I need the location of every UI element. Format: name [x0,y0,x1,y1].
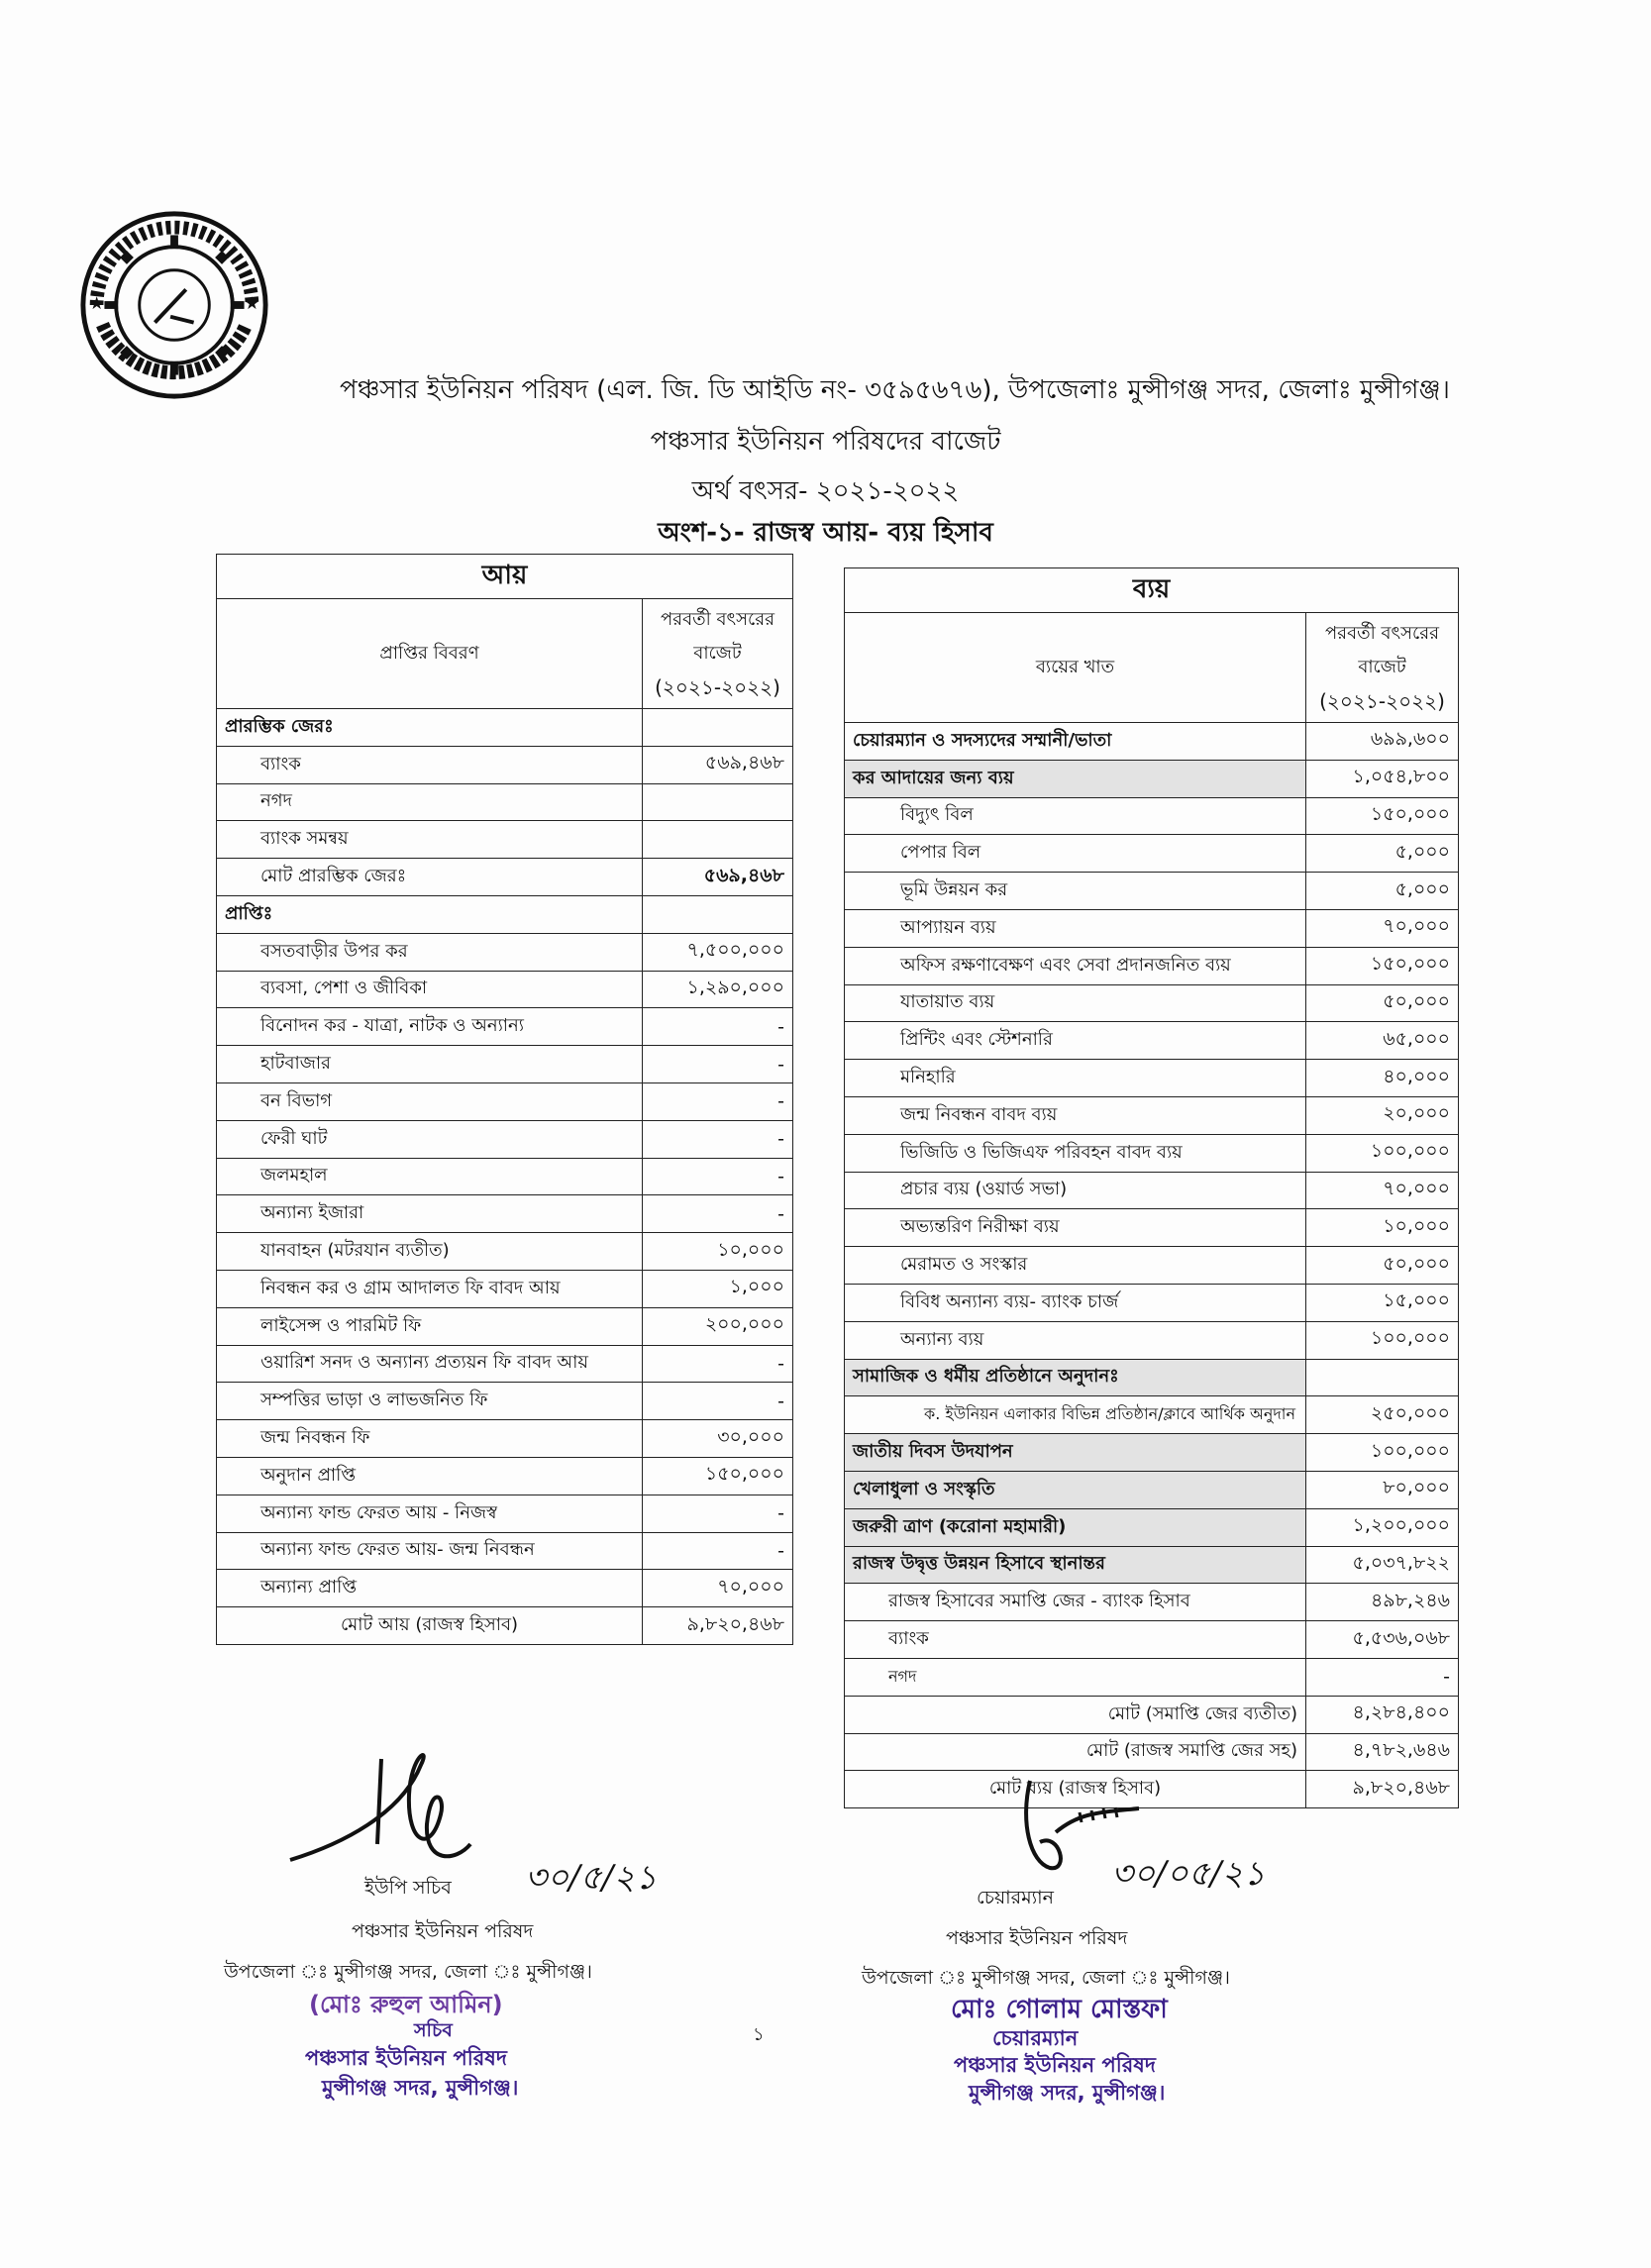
document-title: পঞ্চসার ইউনিয়ন পরিষদের বাজেট [650,427,1001,457]
expense-item-amount: ৫,০৩৭,৮২২ [1306,1546,1459,1584]
svg-text:★: ★ [88,293,105,314]
expense-item-amount: ১৫০,০০০ [1306,797,1459,835]
income-row [217,1270,793,1307]
expense-item-amount: - [1306,1658,1459,1696]
income-row [217,783,793,821]
income-item-label: নিবন্ধন কর ও গ্রাম আদালত ফি বাবদ আয় [217,1270,643,1307]
income-item-label: মোট প্রারম্ভিক জেরঃ [217,859,643,896]
expense-item-label: মোট (সমাপ্তি জের ব্যতীত) [845,1696,1306,1733]
income-item-amount [643,783,793,821]
expense-row [845,909,1459,947]
expense-item-amount: ১৫,০০০ [1306,1284,1459,1321]
expense-item-amount: ৮০,০০০ [1306,1471,1459,1508]
income-item-label: অনুদান প্রাপ্তি [217,1457,643,1495]
income-row [217,895,793,933]
secretary-address: উপজেলা ঃ মুন্সীগঞ্জ সদর, জেলা ঃ মুন্সীগঞ্জ। [224,1961,592,1983]
expense-item-amount: ১,২০০,০০০ [1306,1508,1459,1546]
expense-row [845,1508,1459,1546]
expense-row [845,1434,1459,1472]
income-item-amount: - [643,1082,793,1120]
chairman-stamp-address: মুন্সীগঞ্জ সদর, মুন্সীগঞ্জ। [969,2081,1166,2105]
income-col-budget: পরবর্তী বৎসরের বাজেট (২০২১-২০২২) [643,599,793,709]
income-row [217,1532,793,1570]
expense-row [845,1134,1459,1172]
section-title: অংশ-১- রাজস্ব আয়- ব্যয় হিসাব [658,518,993,548]
income-item-label: প্রারম্ভিক জেরঃ [217,709,643,747]
income-item-label: বন বিভাগ [217,1082,643,1120]
expense-item-label: মনিহারি [845,1060,1306,1097]
expense-item-label: কর আদায়ের জন্য ব্যয় [845,760,1306,797]
chairman-org: পঞ্চসার ইউনিয়ন পরিষদ [946,1927,1128,1949]
expense-item-amount: ৪০,০০০ [1306,1060,1459,1097]
income-item-label: জলমহাল [217,1158,643,1195]
income-item-amount [643,709,793,747]
income-row [217,1008,793,1046]
expense-item-label: জরুরী ত্রাণ (করোনা মহামারী) [845,1508,1306,1546]
income-row [217,1420,793,1458]
expense-row [845,1584,1459,1621]
expense-item-amount: ৫,৫৩৬,০৬৮ [1306,1621,1459,1659]
income-row [217,1570,793,1607]
expense-item-amount [1306,1359,1459,1396]
income-item-amount: ৭,৫০০,০০০ [643,933,793,971]
chairman-designation: চেয়ারম্যান [977,1887,1055,1908]
income-item-amount: - [643,1046,793,1083]
expense-item-label: জন্ম নিবন্ধন বাবদ ব্যয় [845,1096,1306,1134]
expense-item-label: চেয়ারম্যান ও সদস্যদের সম্মানী/ভাতা [845,723,1306,761]
income-item-amount: ৩০,০০০ [643,1420,793,1458]
expense-item-label: প্রিন্টিং এবং স্টেশনারি [845,1022,1306,1060]
income-row [217,1046,793,1083]
income-item-label: প্রাপ্তিঃ [217,895,643,933]
income-item-label: জন্ম নিবন্ধন ফি [217,1420,643,1458]
income-row [217,1607,793,1645]
expense-col-head: ব্যয়ের খাত [845,613,1306,723]
income-item-label: বসতবাড়ীর উপর কর [217,933,643,971]
income-row [217,1233,793,1271]
expense-row [845,1096,1459,1134]
income-row [217,859,793,896]
expense-item-amount: ৬৫,০০০ [1306,1022,1459,1060]
expense-row [845,1172,1459,1209]
expense-col-budget: পরবর্তী বৎসরের বাজেট (২০২১-২০২২) [1306,613,1459,723]
income-item-amount [643,895,793,933]
income-item-amount: ২০০,০০০ [643,1307,793,1345]
expense-item-label: প্রচার ব্যয় (ওয়ার্ড সভা) [845,1172,1306,1209]
expense-item-label: অফিস রক্ষণাবেক্ষণ এবং সেবা প্রদানজনিত ব্যয় [845,947,1306,984]
document-header-line1: পঞ্চসার ইউনিয়ন পরিষদ (এল. জি. ডি আইডি নং- ৩৫৯৫৬৭৬), উপজেলাঃ মুন্সীগঞ্জ সদর, জেলাঃ মুন্সীগঞ্জ। [340,375,1450,405]
expense-row [845,1022,1459,1060]
income-row [217,1495,793,1532]
income-row [217,1158,793,1195]
income-item-label: সম্পত্তির ভাড়া ও লাভজনিত ফি [217,1383,643,1420]
expense-item-amount: ৭০,০০০ [1306,909,1459,947]
income-item-amount: - [643,1008,793,1046]
income-item-label: অন্যান্য ইজারা [217,1195,643,1233]
expense-item-label: জাতীয় দিবস উদযাপন [845,1434,1306,1472]
income-item-amount: ১৫০,০০০ [643,1457,793,1495]
expense-row [845,1321,1459,1359]
income-item-label: ফেরী ঘাট [217,1120,643,1158]
income-item-amount: - [643,1383,793,1420]
expense-item-amount: ১০০,০০০ [1306,1321,1459,1359]
expense-item-amount: ১,০৫৪,৮০০ [1306,760,1459,797]
income-item-label: ব্যাংক সমন্বয় [217,821,643,859]
expense-item-label: অভ্যন্তরিণ নিরীক্ষা ব্যয় [845,1209,1306,1247]
income-item-label: লাইসেন্স ও পারমিট ফি [217,1307,643,1345]
income-item-amount: - [643,1158,793,1195]
income-item-amount: ৭০,০০০ [643,1570,793,1607]
expense-item-label: নগদ [845,1658,1306,1696]
expense-item-amount: ৫০,০০০ [1306,984,1459,1022]
expense-item-amount: ৫০,০০০ [1306,1247,1459,1285]
expense-item-amount: ১০০,০০০ [1306,1434,1459,1472]
income-item-label: মোট আয় (রাজস্ব হিসাব) [217,1607,643,1645]
income-row [217,821,793,859]
expense-item-amount: ২০,০০০ [1306,1096,1459,1134]
income-row [217,1345,793,1383]
secretary-org: পঞ্চসার ইউনিয়ন পরিষদ [352,1920,534,1942]
expense-item-label: মোট ব্যয় (রাজস্ব হিসাব) [845,1771,1306,1808]
income-row [217,971,793,1008]
expense-row [845,1621,1459,1659]
secretary-stamp-title: সচিব [414,2019,453,2041]
income-row [217,746,793,783]
chairman-stamp-title: চেয়ারম্যান [992,2026,1079,2050]
income-table [216,554,793,1645]
expense-item-amount: ৪,২৮৪,৪০০ [1306,1696,1459,1733]
expense-item-amount: ৭০,০০০ [1306,1172,1459,1209]
expense-row [845,873,1459,910]
page-number: ১ [753,2024,765,2045]
income-item-amount: - [643,1120,793,1158]
expense-item-amount: ১৫০,০০০ [1306,947,1459,984]
expense-item-label: অন্যান্য ব্যয় [845,1321,1306,1359]
expense-row [845,723,1459,761]
expense-item-label: যাতায়াত ব্যয় [845,984,1306,1022]
chairman-stamp-name: মোঃ গোলাম মোস্তফা [951,1995,1168,2024]
expense-item-label: রাজস্ব হিসাবের সমাপ্তি জের - ব্যাংক হিসাব [845,1584,1306,1621]
income-row [217,1120,793,1158]
chairman-sign-date: ৩০/০৫/২১ [1111,1854,1266,1894]
expense-row [845,1546,1459,1584]
expense-row [845,1060,1459,1097]
income-row [217,709,793,747]
expense-row [845,1471,1459,1508]
income-row [217,1307,793,1345]
expense-item-label: বিবিধ অন্যান্য ব্যয়- ব্যাংক চার্জ [845,1284,1306,1321]
income-row [217,1195,793,1233]
expense-row [845,1359,1459,1396]
expense-item-amount: ১০০,০০০ [1306,1134,1459,1172]
income-row [217,1457,793,1495]
svg-text:★: ★ [244,293,260,314]
income-item-label: ব্যাংক [217,746,643,783]
expense-item-amount: ৫,০০০ [1306,835,1459,873]
income-item-amount: - [643,1345,793,1383]
expense-item-amount: ১০,০০০ [1306,1209,1459,1247]
expense-item-label: বিদ্যুৎ বিল [845,797,1306,835]
secretary-sign-date: ৩০/৫/২১ [525,1858,658,1898]
income-item-label: অন্যান্য ফান্ড ফেরত আয় - নিজস্ব [217,1495,643,1532]
income-item-amount: ৫৬৯,৪৬৮ [643,859,793,896]
expense-item-label: মেরামত ও সংস্কার [845,1247,1306,1285]
income-item-amount [643,821,793,859]
expense-item-label: ভিজিডি ও ভিজিএফ পরিবহন বাবদ ব্যয় [845,1134,1306,1172]
expense-item-label: রাজস্ব উদ্বৃত্ত উন্নয়ন হিসাবে স্থানান্তর [845,1546,1306,1584]
income-table-title: আয় [217,555,793,599]
chairman-stamp-org: পঞ্চসার ইউনিয়ন পরিষদ [954,2053,1156,2077]
expense-row [845,835,1459,873]
expense-item-label: মোট (রাজস্ব সমাপ্তি জের সহ) [845,1733,1306,1771]
income-item-amount: - [643,1532,793,1570]
income-row [217,933,793,971]
expense-row [845,1733,1459,1771]
expense-item-label: খেলাধুলা ও সংস্কৃতি [845,1471,1306,1508]
secretary-signature [282,1735,500,1884]
expense-row [845,984,1459,1022]
income-item-amount: ১,০০০ [643,1270,793,1307]
expense-row [845,1247,1459,1285]
expense-row [845,1696,1459,1733]
expense-item-amount: ৬৯৯,৬০০ [1306,723,1459,761]
expense-row [845,947,1459,984]
income-item-label: ওয়ারিশ সনদ ও অন্যান্য প্রত্যয়ন ফি বাবদ আয় [217,1345,643,1383]
income-row [217,1383,793,1420]
income-col-description: প্রাপ্তির বিবরণ [217,599,643,709]
secretary-stamp-name: (মোঃ রুহুল আমিন) [309,1991,503,2018]
expense-item-label: সামাজিক ও ধর্মীয় প্রতিষ্ঠানে অনুদানঃ [845,1359,1306,1396]
income-item-amount: - [643,1495,793,1532]
income-item-amount: ৫৬৯,৪৬৮ [643,746,793,783]
expense-item-amount: ২৫০,০০০ [1306,1396,1459,1434]
expense-row [845,1284,1459,1321]
income-item-amount: ১,২৯০,০০০ [643,971,793,1008]
income-row [217,1082,793,1120]
expense-item-label: ব্যাংক [845,1621,1306,1659]
income-item-amount: ৯,৮২০,৪৬৮ [643,1607,793,1645]
expense-item-label: ভূমি উন্নয়ন কর [845,873,1306,910]
income-item-label: অন্যান্য প্রাপ্তি [217,1570,643,1607]
expense-table [844,567,1459,1808]
income-item-label: অন্যান্য ফান্ড ফেরত আয়- জন্ম নিবন্ধন [217,1532,643,1570]
income-item-label: নগদ [217,783,643,821]
income-item-label: ব্যবসা, পেশা ও জীবিকা [217,971,643,1008]
secretary-stamp-org: পঞ্চসার ইউনিয়ন পরিষদ [305,2046,507,2070]
expense-item-amount: ৪,৭৮২,৬৪৬ [1306,1733,1459,1771]
expense-row [845,1209,1459,1247]
income-item-label: যানবাহন (মটরযান ব্যতীত) [217,1233,643,1271]
expense-row [845,797,1459,835]
income-item-amount: ১০,০০০ [643,1233,793,1271]
secretary-stamp-address: মুন্সীগঞ্জ সদর, মুন্সীগঞ্জ। [322,2076,519,2100]
expense-item-label: আপ্যায়ন ব্যয় [845,909,1306,947]
expense-item-label: ক. ইউনিয়ন এলাকার বিভিন্ন প্রতিষ্ঠান/ক্লাবে আর্থিক অনুদান [845,1396,1306,1434]
expense-item-amount: ৯,৮২০,৪৬৮ [1306,1771,1459,1808]
expense-row [845,1658,1459,1696]
expense-row [845,760,1459,797]
chairman-address: উপজেলা ঃ মুন্সীগঞ্জ সদর, জেলা ঃ মুন্সীগঞ্জ। [862,1967,1230,1989]
expense-item-amount: ৪৯৮,২৪৬ [1306,1584,1459,1621]
income-item-label: হাটবাজার [217,1046,643,1083]
expense-item-label: পেপার বিল [845,835,1306,873]
income-item-label: বিনোদন কর - যাত্রা, নাটক ও অন্যান্য [217,1008,643,1046]
expense-row [845,1396,1459,1434]
fiscal-year: অর্থ বৎসর- ২০২১-২০২২ [691,476,960,506]
income-item-amount: - [643,1195,793,1233]
expense-item-amount: ৫,০০০ [1306,873,1459,910]
expense-table-title: ব্যয় [845,568,1459,613]
secretary-designation: ইউপি সচিব [364,1877,452,1899]
